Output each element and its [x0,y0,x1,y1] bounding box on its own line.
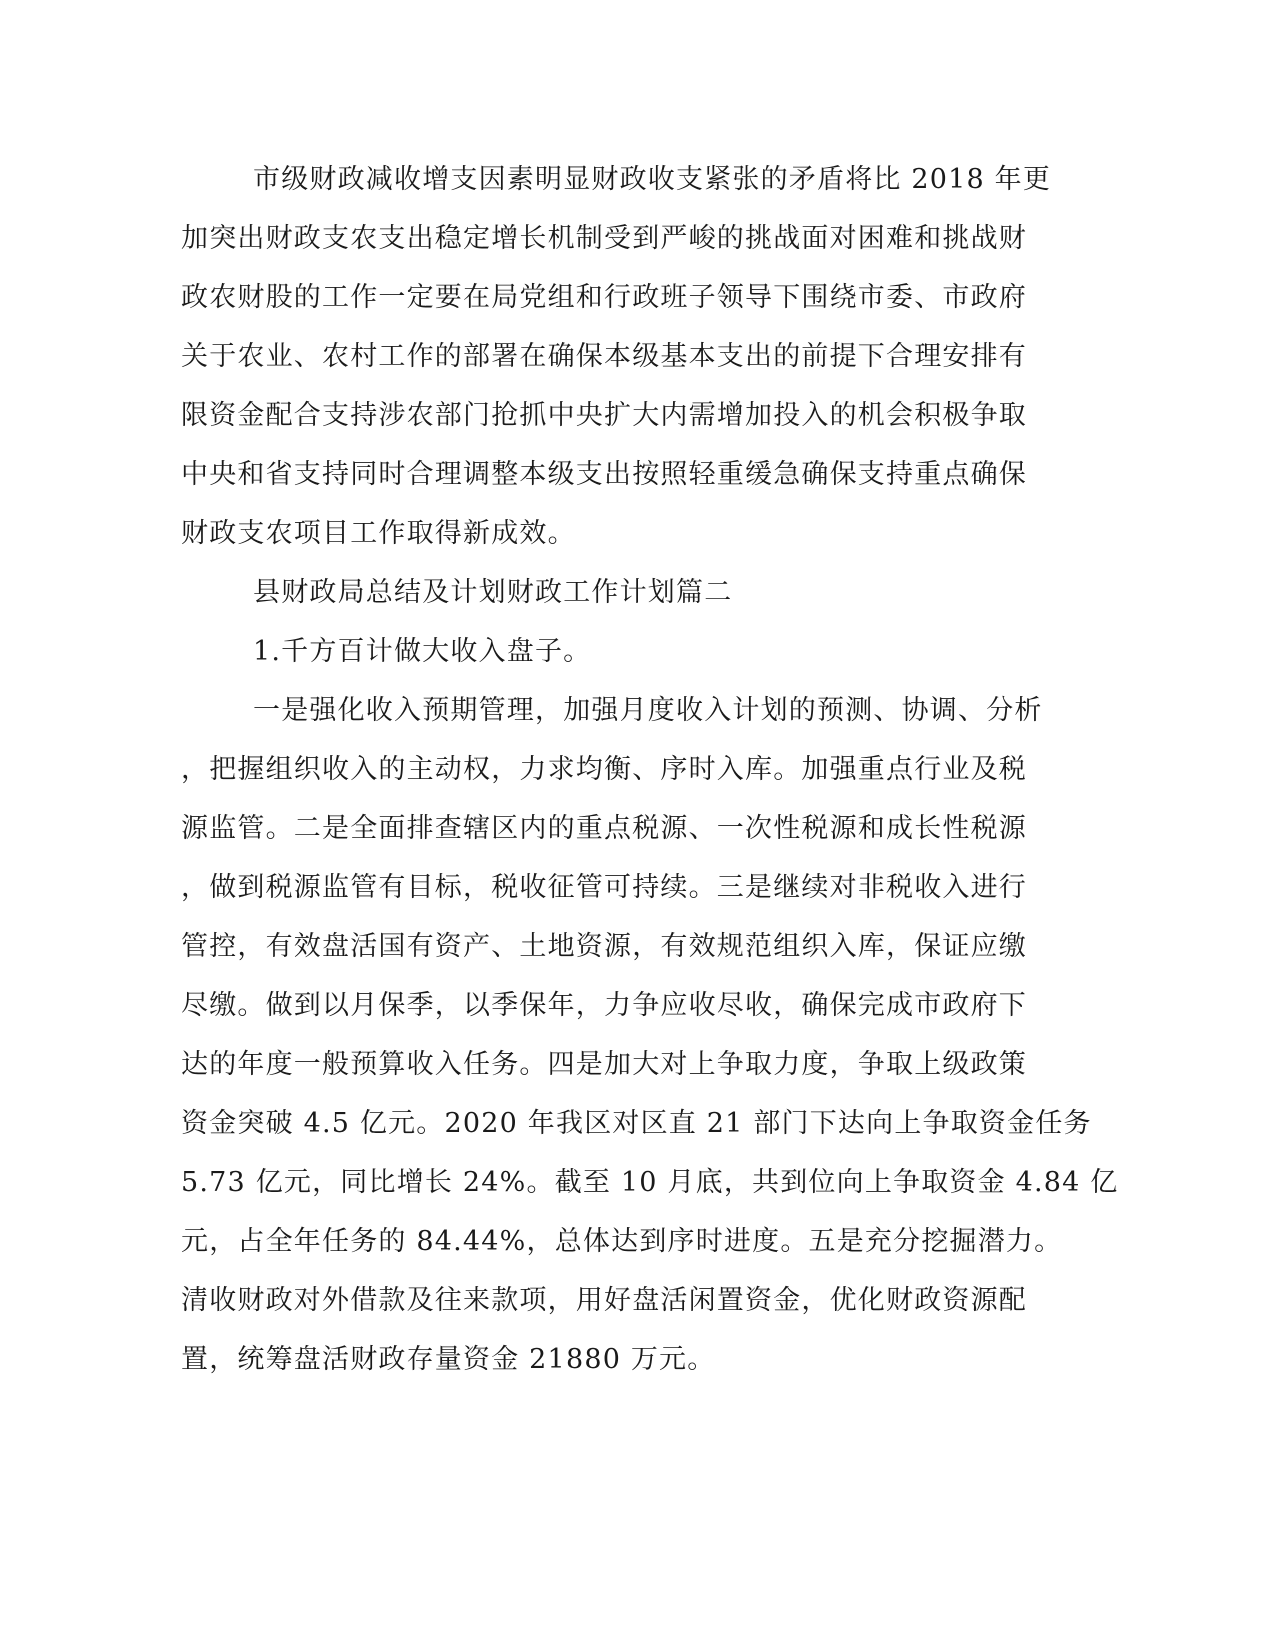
text-line: 县财政局总结及计划财政工作计划篇二 [253,577,733,608]
text-line: 一是强化收入预期管理，加强月度收入计划的预测、协调、分析 [253,695,1043,726]
text-line: 管控，有效盘活国有资产、土地资源，有效规范组织入库，保证应缴 [181,931,1027,962]
text-line: 置，统筹盘活财政存量资金 21880 万元。 [181,1344,716,1375]
text-line: 清收财政对外借款及往来款项，用好盘活闲置资金，优化财政资源配 [181,1285,1027,1316]
subsection-heading [181,622,1031,681]
document-body [181,150,1119,1389]
text-line: 资金突破 4.5 亿元。2020 年我区对区直 21 部门下达向上争取资金任务 [181,1108,1092,1139]
text-line: 5.73 亿元，同比增长 24%。截至 10 月底，共到位向上争取资金 4.84 亿 [181,1167,1119,1198]
text-line: 中央和省支持同时合理调整本级支出按照轻重缓急确保支持重点确保 [181,459,1027,490]
text-line: ，把握组织收入的主动权，力求均衡、序时入库。加强重点行业及税 [181,754,1027,785]
text-line: 1.千方百计做大收入盘子。 [253,636,592,667]
text-line: 元，占全年任务的 84.44%，总体达到序时进度。五是充分挖掘潜力。 [181,1226,1063,1257]
text-line: 尽缴。做到以月保季，以季保年，力争应收尽收，确保完成市政府下 [181,990,1027,1021]
paragraph-revenue-measures [181,681,1119,1389]
paragraph-budget-pressure [181,150,1052,563]
text-line: 限资金配合支持涉农部门抢抓中央扩大内需增加投入的机会积极争取 [181,400,1027,431]
text-line: 财政支农项目工作取得新成效。 [181,518,576,549]
text-line: 达的年度一般预算收入任务。四是加大对上争取力度，争取上级政策 [181,1049,1027,1080]
text-line: 关于农业、农村工作的部署在确保本级基本支出的前提下合理安排有 [181,341,1027,372]
section-heading [181,563,1031,622]
text-line: 源监管。二是全面排查辖区内的重点税源、一次性税源和成长性税源 [181,813,1027,844]
text-line: ，做到税源监管有目标，税收征管可持续。三是继续对非税收入进行 [181,872,1027,903]
text-line: 市级财政减收增支因素明显财政收支紧张的矛盾将比 2018 年更 [253,164,1052,195]
text-line: 政农财股的工作一定要在局党组和行政班子领导下围绕市委、市政府 [181,282,1027,313]
text-line: 加突出财政支农支出稳定增长机制受到严峻的挑战面对困难和挑战财 [181,223,1027,254]
